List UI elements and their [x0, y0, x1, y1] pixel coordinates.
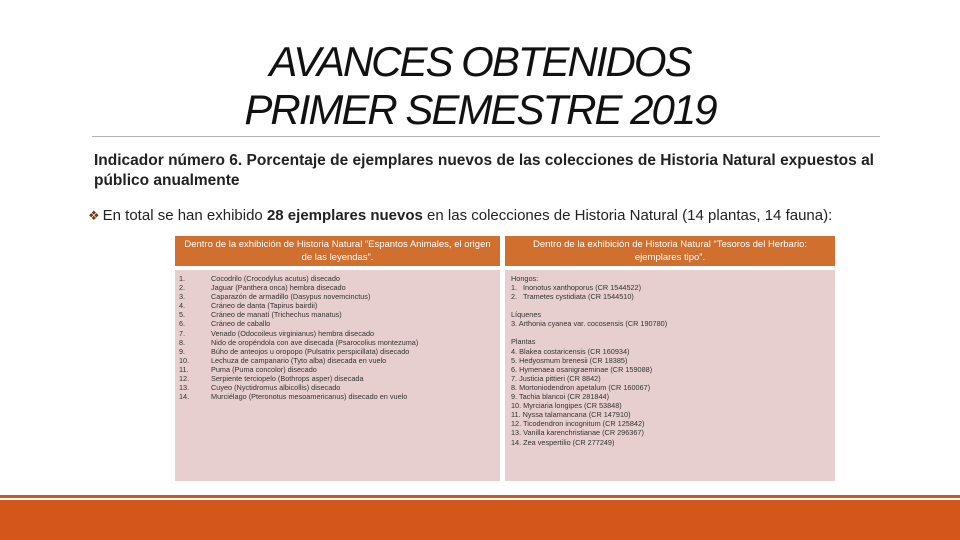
title-line-2: PRIMER SEMESTRE 2019: [244, 86, 716, 133]
fauna-item: [179, 301, 496, 310]
summary-bullet: [88, 206, 874, 226]
fauna-item-text: Jaguar (Panthera onca) hembra disecado: [211, 283, 346, 293]
plantas-label: Plantas: [511, 337, 536, 347]
table-header-fauna: Dentro de la exhibición de Historia Natural “Espantos Animales, el origen de las leyendas”.: [175, 236, 500, 266]
spacer: [511, 301, 829, 310]
fauna-item-number: 13.: [179, 383, 190, 393]
fauna-item-text: Caparazón de armadillo (Dasypus novemcinctus): [211, 292, 371, 302]
fauna-item-text: Nido de oropéndola con ave disecada (Psarocolius montezuma): [211, 337, 419, 347]
footer-accent-line: [0, 495, 960, 498]
spacer: [511, 328, 829, 337]
plantas-item: 11. Nyssa talamancana (CR 147910): [511, 410, 631, 420]
fauna-item-text: Puma (Puma concolor) disecado: [211, 364, 317, 374]
fauna-item: [179, 338, 496, 347]
fauna-item-number: 12.: [179, 374, 190, 384]
fauna-item-text: Cráneo de danta (Tapirus bairdii): [211, 301, 318, 311]
table-header-flora: Dentro de la exhibición de Historia Natural “Tesoros del Herbario: ejemplares tipo”.: [505, 236, 835, 266]
fauna-item: [179, 392, 496, 401]
flora-list: [505, 270, 835, 481]
fauna-item-number: 14.: [179, 392, 190, 402]
hongos-item-text: Trametes cystidiata (CR 1544510): [523, 292, 634, 302]
fauna-item-number: 9.: [179, 346, 186, 356]
footer-bar: [0, 500, 960, 540]
hongos-item: [511, 292, 829, 301]
fauna-item: [179, 310, 496, 319]
fauna-item-text: Búho de anteojos u oropopo (Pulsatrix perspicillata) disecado: [211, 346, 410, 356]
hongos-item-number: 1.: [511, 283, 518, 293]
fauna-item-number: 10.: [179, 355, 190, 365]
fauna-item-number: 3.: [179, 292, 186, 302]
bullet-text-after: en las colecciones de Historia Natural (14 plantas, 14 fauna):: [422, 207, 833, 224]
fauna-item: [179, 383, 496, 392]
hongos-label: Hongos:: [511, 274, 539, 283]
plantas-item: 13. Vanilla karenchristianae (CR 296367): [511, 428, 644, 438]
fauna-item-number: 1.: [179, 274, 186, 283]
fauna-item-text: Murciélago (Pteronotus mesoamericanus) disecado en vuelo: [211, 392, 408, 402]
hongos-item-number: 2.: [511, 292, 518, 302]
fauna-item-text: Cráneo de manatí (Trichechus manatus): [211, 310, 342, 320]
plantas-item: 9. Tachia blancoi (CR 281844): [511, 392, 610, 402]
fauna-item-number: 7.: [179, 328, 186, 338]
plantas-item: 7. Justicia pittieri (CR 8842): [511, 373, 601, 383]
fauna-item-number: 4.: [179, 301, 186, 311]
fauna-item-text: Venado (Odocoileus virginianus) hembra disecado: [211, 328, 375, 338]
fauna-item: [179, 283, 496, 292]
fauna-item-text: Serpiente terciopelo (Bothrops asper) disecada: [211, 374, 364, 384]
fauna-item: [179, 319, 496, 328]
divider: [92, 136, 880, 137]
hongos-item-text: Inonotus xanthoporus (CR 1544522): [523, 283, 642, 293]
fauna-item-number: 5.: [179, 310, 186, 320]
title-line-1: AVANCES OBTENIDOS: [269, 38, 691, 85]
fauna-item: [179, 374, 496, 383]
hongos-item: [511, 283, 829, 292]
fauna-list: [175, 270, 500, 481]
fauna-item-number: 8.: [179, 337, 186, 347]
fauna-item: [179, 329, 496, 338]
plantas-item: 12. Ticodendron incognitum (CR 125842): [511, 419, 645, 429]
liquenes-item: 3. Arthonia cyanea var. cocosensis (CR 190780): [511, 319, 668, 329]
plantas-item: 5. Hedyosmum brenesii (CR 18385): [511, 355, 628, 365]
fauna-item-number: 2.: [179, 283, 186, 293]
liquenes-label: Líquenes: [511, 310, 542, 320]
fauna-item-text: Cráneo de caballo: [211, 319, 271, 329]
fauna-item: [179, 347, 496, 356]
fauna-item: [179, 356, 496, 365]
fauna-item: [179, 274, 496, 283]
diamond-bullet-icon: ❖: [88, 208, 100, 223]
plantas-item: 6. Hymenaea osanigraeminae (CR 159088): [511, 364, 653, 374]
plantas-item: 14. Zea vespertilio (CR 277249): [511, 437, 615, 447]
fauna-item-number: 11.: [179, 364, 189, 374]
indicator-text: Indicador número 6. Porcentaje de ejemplares nuevos de las colecciones de Historia Natural expuestos al público anualmente: [94, 152, 874, 189]
fauna-item: [179, 292, 496, 301]
fauna-item: [179, 365, 496, 374]
fauna-item-text: Cocodrilo (Crocodylus acutus) disecado: [211, 274, 340, 283]
plantas-item: 4. Blakea costaricensis (CR 160934): [511, 346, 630, 356]
plantas-item: 8. Mortoniodendron apetalum (CR 160067): [511, 382, 651, 392]
fauna-item-text: Cuyeo (Nyctidromus albicollis) disecado: [211, 383, 341, 393]
fauna-item-number: 6.: [179, 319, 186, 329]
bullet-highlight: 28 ejemplares nuevos: [266, 207, 423, 224]
plantas-item: 10. Myrciaria longipes (CR 53848): [511, 401, 622, 411]
bullet-text-before: En total se han exhibido: [102, 207, 267, 224]
fauna-item-text: Lechuza de campanario (Tyto alba) disecada en vuelo: [211, 355, 387, 365]
